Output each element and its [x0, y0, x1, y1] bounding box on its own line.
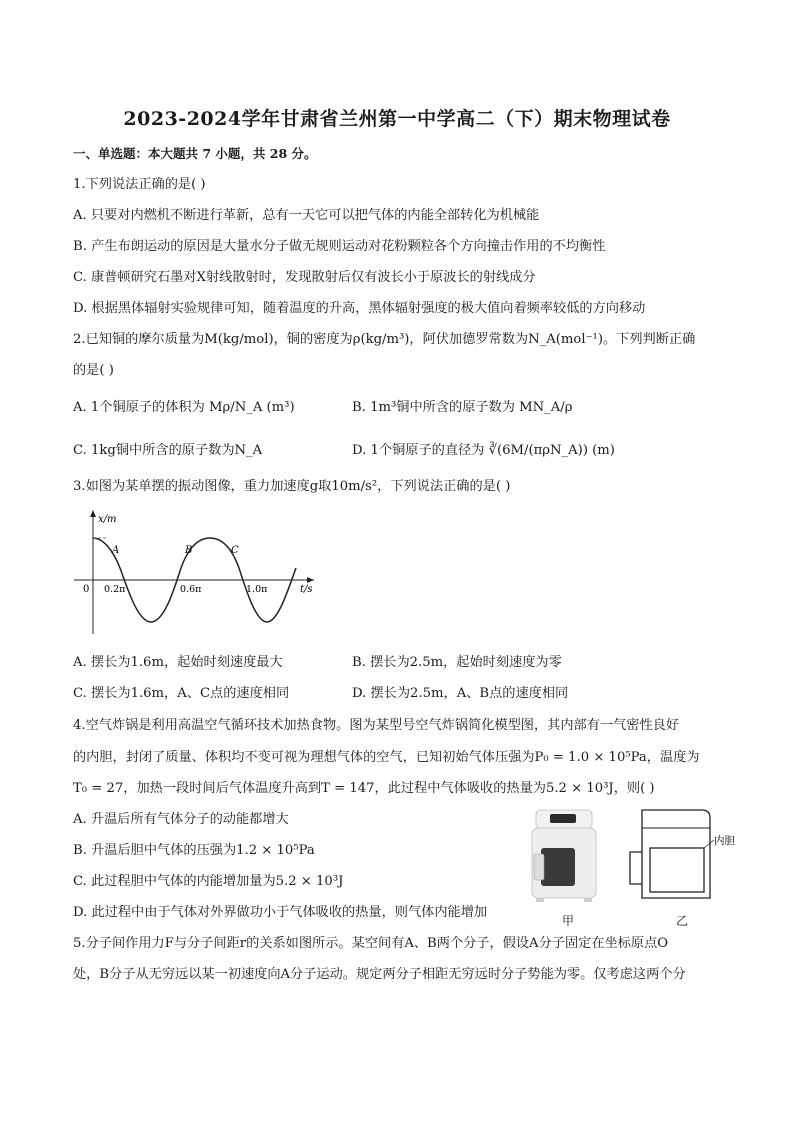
label-leader — [704, 840, 714, 848]
q4-stem-line1: 4.空气炸锅是利用高温空气循环技术加热食物。图为某型号空气炸锅简化模型图，其内部有一气密性良好 — [73, 718, 680, 733]
q3-option-d: D. 摆长为2.5m，A、B点的速度相同 — [352, 686, 569, 701]
point-a-label: A — [112, 545, 120, 556]
oscillation-graph — [68, 506, 328, 638]
q2-stem-line2: 的是( ) — [73, 363, 114, 378]
q1-option-c: C. 康普顿研究石墨对X射线散射时，发现散射后仅有波长小于原波长的射线成分 — [73, 270, 536, 285]
q5-stem-line2: 处，B分子从无穷远以某一初速度向A分子运动。规定两分子相距无穷远时分子势能为零。仅考虑这两个分 — [73, 967, 686, 982]
inner-tank-label: 内胆 — [714, 835, 735, 847]
q1-option-d: D. 根据黑体辐射实验规律可知，随着温度的升高，黑体辐射强度的极大值向着频率较低的方向移动 — [73, 301, 646, 316]
q2-option-b: B. 1m³铜中所含的原子数为 MN_A/ρ — [352, 400, 573, 415]
q1-option-b: B. 产生布朗运动的原因是大量水分子做无规则运动对花粉颗粒各个方向撞击作用的不均衡性 — [73, 239, 606, 254]
q4-option-c: C. 此过程胆中气体的内能增加量为5.2 × 10³J — [73, 874, 344, 889]
caption-jia: 甲 — [562, 914, 575, 928]
fryer-display — [550, 814, 576, 823]
q4-option-b: B. 升温后胆中气体的压强为1.2 × 10⁵Pa — [73, 843, 315, 858]
tick-label-0-2pi: 0.2π — [104, 584, 126, 595]
q4-stem-line2: 的内胆，封闭了质量、体积均不变可视为理想气体的空气，已知初始气体压强为P₀ = 1.0 × 10⁵Pa，温度为 — [73, 750, 700, 765]
section-heading: 一、单选题：本大题共 7 小题，共 28 分。 — [73, 146, 317, 161]
q4-stem-line3: T₀ = 27，加热一段时间后气体温度升高到T = 147，此过程中气体吸收的热量为5.2 × 10³J，则( ) — [73, 781, 655, 796]
q4-option-a: A. 升温后所有气体分子的动能都增大 — [73, 812, 289, 827]
x-axis-arrow — [307, 577, 314, 583]
q3-option-c: C. 摆长为1.6m，A、C点的速度相同 — [73, 686, 290, 701]
q3-stem: 3.如图为某单摆的振动图像，重力加速度g取10m/s²，下列说法正确的是( ) — [73, 479, 511, 494]
origin-label: 0 — [83, 584, 90, 595]
air-fryer-diagram — [622, 804, 742, 908]
q2-option-c: C. 1kg铜中所含的原子数为N_A — [73, 443, 263, 458]
fryer-handle — [534, 854, 544, 880]
page-title: 2023-2024学年甘肃省兰州第一中学高二（下）期末物理试卷 — [123, 108, 671, 130]
air-fryer-photo — [526, 806, 602, 906]
point-c-label: C — [231, 545, 239, 556]
q2-option-d: D. 1个铜原子的直径为 ∛(6M/(πρN_A)) (m) — [352, 443, 615, 458]
y-axis-label: x/m — [98, 514, 117, 525]
caption-yi: 乙 — [676, 914, 689, 928]
q1-option-a: A. 只要对内燃机不断进行革新，总有一天它可以把气体的内能全部转化为机械能 — [73, 208, 540, 223]
tick-label-0-6pi: 0.6π — [180, 584, 202, 595]
x-axis-label: t/s — [300, 584, 313, 595]
q4-option-d: D. 此过程中由于气体对外界做功小于气体吸收的热量，则气体内能增加 — [73, 905, 488, 920]
q2-option-a: A. 1个铜原子的体积为 Mρ/N_A (m³) — [73, 400, 295, 415]
fryer-foot-left — [536, 898, 544, 902]
tick-label-1-0pi: 1.0π — [246, 584, 268, 595]
y-axis-arrow — [90, 510, 96, 517]
q3-option-b: B. 摆长为2.5m，起始时刻速度为零 — [352, 655, 562, 670]
outer-shell — [642, 810, 710, 898]
inner-tank — [650, 848, 704, 892]
fryer-handle-outline — [630, 852, 642, 884]
q2-stem-line1: 2.已知铜的摩尔质量为M(kg/mol)，铜的密度为ρ(kg/m³)，阿伏加德罗常数为N_A(mol⁻¹)。下列判断正确 — [73, 332, 696, 347]
q3-option-a: A. 摆长为1.6m，起始时刻速度最大 — [73, 655, 283, 670]
q1-stem: 1.下列说法正确的是( ) — [73, 177, 206, 192]
point-b-label: B — [185, 545, 193, 556]
q5-stem-line1: 5.分子间作用力F与分子间距r的关系如图所示。某空间有A、B两个分子，假设A分子固定在坐标原点O — [73, 936, 669, 951]
fryer-foot-right — [584, 898, 592, 902]
fryer-window — [541, 848, 575, 886]
